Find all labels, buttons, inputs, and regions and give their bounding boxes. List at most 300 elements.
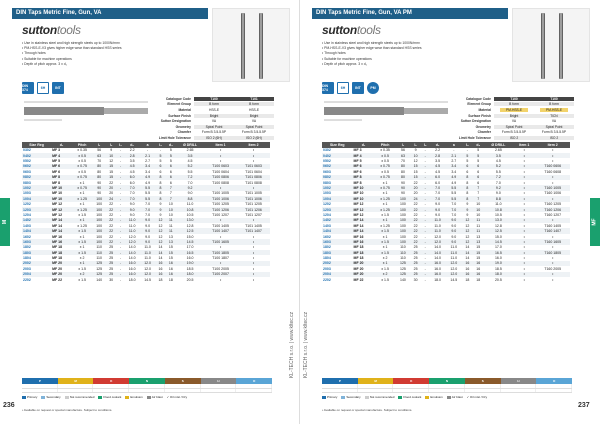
table-cell: -: [424, 266, 426, 271]
table-cell: 5.5: [446, 196, 462, 201]
table-cell[interactable]: •: [219, 245, 222, 250]
table-cell: 20.5: [186, 277, 194, 282]
table-cell[interactable]: T101 1006: [237, 196, 270, 201]
table-cell: 15: [168, 256, 173, 261]
table-cell[interactable]: •: [552, 180, 554, 185]
table-cell: 5: [159, 159, 162, 164]
tap-icon: [541, 13, 545, 79]
table-cell: 1203: [322, 207, 353, 212]
table-cell[interactable]: •: [237, 153, 270, 158]
table-cell[interactable]: T160 1605: [535, 239, 570, 244]
table-cell[interactable]: •: [237, 261, 270, 266]
legend-key: Emulsion: [425, 395, 442, 399]
table-cell: 8: [462, 196, 473, 201]
table-cell[interactable]: T100 1006: [204, 196, 237, 201]
table-cell: 100: [92, 196, 106, 201]
table-cell: 1403: [323, 223, 331, 228]
table-cell[interactable]: •: [552, 159, 554, 164]
table-cell[interactable]: •: [535, 153, 570, 158]
table-cell: 9.0: [451, 234, 457, 239]
table-cell: 7.0: [145, 202, 151, 207]
table-cell: 15: [106, 164, 116, 169]
table-cell: 12: [158, 234, 163, 239]
table-cell: 5.2: [176, 164, 204, 169]
table-cell[interactable]: •: [513, 218, 535, 223]
table-cell: 10.5: [494, 212, 502, 217]
column-header: Item 1: [513, 142, 535, 148]
table-cell[interactable]: T160 1407: [535, 228, 570, 233]
table-cell: 18: [476, 277, 481, 282]
table-cell[interactable]: •: [513, 207, 535, 212]
table-cell[interactable]: •: [252, 159, 255, 164]
table-cell: 12: [462, 218, 473, 223]
table-cell: 14: [158, 245, 163, 250]
table-cell: 22: [413, 223, 418, 228]
table-cell: 10.8: [176, 207, 204, 212]
table-cell: 3.5: [129, 159, 135, 164]
table-cell: 9.0: [429, 207, 445, 212]
sutton-logo: suttontools: [322, 23, 381, 37]
table-cell: 19.0: [484, 261, 513, 266]
page-title: DIN Taps Metric Fine, Gun, VA: [12, 8, 208, 19]
table-cell: 0802: [322, 175, 353, 180]
table-cell[interactable]: T101 1405: [245, 223, 262, 228]
table-cell: 12: [155, 218, 165, 223]
table-cell: MF 12: [353, 207, 375, 212]
table-cell: 9: [110, 148, 113, 153]
table-cell[interactable]: •: [237, 272, 270, 277]
table-cell[interactable]: •: [219, 234, 222, 239]
table-cell: 0302: [23, 148, 31, 153]
table-cell: 30: [413, 277, 418, 282]
table-cell[interactable]: T100 1205: [212, 202, 229, 207]
column-header: Item 2: [237, 142, 270, 148]
table-cell: 7.0: [124, 196, 139, 201]
table-cell: 14.0: [124, 250, 139, 255]
table-cell: 0502: [323, 159, 331, 164]
table-cell: 90: [97, 191, 102, 196]
table-cell: 15: [410, 175, 421, 180]
table-cell: -: [424, 212, 426, 217]
legend-key: Not recommended: [365, 395, 395, 399]
table-cell: 6: [169, 180, 172, 185]
table-cell: x 1: [79, 234, 85, 239]
table-cell: x 0.5: [78, 169, 86, 174]
table-cell[interactable]: •: [513, 153, 535, 158]
table-cell: -: [119, 234, 121, 239]
table-cell[interactable]: •: [552, 277, 554, 282]
table-cell: 9: [155, 207, 165, 212]
table-cell: 3.5: [484, 153, 513, 158]
right-page: [300, 0, 600, 424]
table-cell[interactable]: T160 1207: [544, 212, 562, 217]
table-cell: 110: [400, 256, 406, 261]
table-cell[interactable]: T101 1005: [245, 191, 262, 196]
column-header: l₁: [396, 142, 410, 148]
material-group-label: P: [322, 378, 358, 384]
table-cell: -: [119, 159, 121, 164]
column-header: Ø DRILL: [176, 142, 204, 148]
table-cell: 8: [466, 191, 469, 196]
table-cell[interactable]: •: [237, 239, 270, 244]
table-cell[interactable]: T100 2005: [212, 266, 229, 271]
table-cell[interactable]: T100 2007: [204, 272, 237, 277]
table-cell[interactable]: •: [523, 169, 525, 174]
table-cell: 0402: [22, 153, 51, 158]
tap-icon: [559, 13, 563, 79]
table-cell: 16: [166, 261, 176, 266]
table-cell: 1204: [323, 212, 331, 217]
table-cell[interactable]: •: [535, 196, 570, 201]
table-cell[interactable]: •: [523, 223, 525, 228]
table-cell: 2003: [323, 266, 331, 271]
table-cell: x 1.5: [374, 239, 395, 244]
table-cell: 14.0: [429, 250, 445, 255]
legend-key: Secondary: [341, 395, 360, 399]
table-cell: 7.0: [435, 191, 441, 196]
table-cell: 80: [92, 164, 106, 169]
table-cell: 12.8: [186, 223, 194, 228]
table-cell[interactable]: T100 1605: [204, 239, 237, 244]
table-cell: 12.0: [446, 261, 462, 266]
table-cell[interactable]: T160 1405: [544, 223, 562, 228]
table-cell[interactable]: •: [252, 266, 255, 271]
table-cell[interactable]: •: [535, 175, 570, 180]
table-cell: 12.5: [176, 228, 204, 233]
table-cell: MF 14: [51, 218, 72, 223]
table-cell: 18: [168, 277, 173, 282]
table-cell: 90: [396, 185, 410, 190]
table-cell: 15: [476, 245, 481, 250]
table-cell: 1004: [22, 196, 51, 201]
table-cell[interactable]: T160 1005: [535, 185, 570, 190]
column-header: a: [446, 142, 462, 148]
table-cell[interactable]: T100 0603: [204, 164, 237, 169]
legend-key: Flood coolant: [398, 395, 421, 399]
material-group-label: O: [536, 378, 572, 384]
table-cell: 12: [465, 223, 470, 228]
section-tab[interactable]: MF: [590, 198, 600, 246]
table-cell: -: [424, 159, 426, 164]
table-cell: x 1: [382, 234, 388, 239]
table-cell[interactable]: •: [552, 234, 554, 239]
table-cell: 18.0: [434, 277, 441, 282]
table-cell[interactable]: T160 1805: [535, 250, 570, 255]
table-cell: 7.2: [176, 175, 204, 180]
table-cell: MF 16: [353, 239, 375, 244]
table-cell: 2.8: [429, 153, 445, 158]
table-cell[interactable]: •: [219, 159, 222, 164]
column-header: Item 1: [204, 142, 237, 148]
table-cell[interactable]: •: [552, 256, 554, 261]
table-cell: MF 16: [51, 239, 72, 244]
table-cell[interactable]: •: [513, 175, 535, 180]
table-cell: 100: [396, 239, 410, 244]
tap-icon: [241, 13, 245, 79]
table-cell[interactable]: •: [204, 153, 237, 158]
table-cell: 0602: [22, 164, 51, 169]
material-group-label: M: [358, 378, 394, 384]
table-cell[interactable]: •: [523, 180, 525, 185]
table-cell: 14.5: [450, 277, 458, 282]
table-cell: 7.0: [495, 180, 501, 185]
table-cell[interactable]: T100 1207: [212, 212, 229, 217]
table-cell: x 2: [382, 256, 388, 261]
table-cell: 18.0: [128, 277, 136, 282]
table-cell: 12.0: [450, 266, 458, 271]
table-cell[interactable]: T100 1405: [212, 223, 229, 228]
table-cell[interactable]: T160 1006: [544, 191, 562, 196]
table-cell[interactable]: T101 1407: [237, 228, 270, 233]
table-cell[interactable]: T160 0606: [535, 164, 570, 169]
table-cell[interactable]: •: [535, 218, 570, 223]
table-cell: x 1.25: [72, 196, 92, 201]
table-cell: MF 6: [52, 169, 61, 174]
table-cell[interactable]: T100 0806: [204, 175, 237, 180]
table-cell: 2.7: [451, 159, 457, 164]
table-cell: x 1.25: [77, 223, 87, 228]
table-cell: MF 18: [353, 250, 375, 255]
table-cell: 4.9: [446, 175, 462, 180]
table-cell: -: [424, 234, 426, 239]
table-cell: 6.0: [435, 180, 441, 185]
table-cell[interactable]: •: [523, 266, 525, 271]
table-cell[interactable]: •: [204, 261, 237, 266]
table-cell: 7.0: [446, 207, 462, 212]
table-cell[interactable]: •: [535, 261, 570, 266]
table-cell: 1404: [22, 228, 51, 233]
table-cell: 18.0: [176, 272, 204, 277]
legend-key: Primary: [322, 395, 337, 399]
table-cell: 100: [396, 196, 410, 201]
table-cell[interactable]: •: [237, 218, 270, 223]
table-cell: 1204: [23, 212, 31, 217]
table-cell: 22: [106, 239, 116, 244]
table-cell: 7.0: [451, 202, 457, 207]
spec-badges: [22, 82, 64, 94]
table-cell: 6: [477, 169, 480, 174]
table-cell: 11.0: [124, 218, 139, 223]
table-cell[interactable]: •: [513, 196, 535, 201]
table-cell[interactable]: •: [204, 185, 237, 190]
table-cell: x 0.75: [72, 175, 92, 180]
table-cell[interactable]: •: [219, 148, 222, 153]
table-cell[interactable]: •: [513, 250, 535, 255]
table-cell: 9.0: [435, 202, 441, 207]
table-cell[interactable]: •: [219, 277, 222, 282]
table-row: [22, 277, 270, 282]
table-cell: 56: [401, 148, 405, 153]
table-cell[interactable]: •: [513, 261, 535, 266]
table-cell: 12: [462, 228, 473, 233]
table-cell: 100: [400, 212, 406, 217]
table-cell[interactable]: •: [252, 234, 255, 239]
table-cell: 25: [106, 261, 116, 266]
table-cell[interactable]: •: [513, 272, 535, 277]
table-cell[interactable]: •: [535, 272, 570, 277]
table-cell: 14.0: [128, 245, 136, 250]
column-header: d₁: [353, 142, 375, 148]
table-cell[interactable]: •: [523, 277, 525, 282]
table-cell: 7.0: [145, 212, 151, 217]
table-cell[interactable]: •: [252, 148, 255, 153]
table-cell: 6: [159, 169, 162, 174]
table-cell: -: [116, 207, 124, 212]
table-cell[interactable]: T160 1206: [535, 207, 570, 212]
table-cell[interactable]: T100 0604: [212, 169, 229, 174]
table-cell: x 1.5: [381, 266, 389, 271]
table-cell[interactable]: •: [252, 256, 255, 261]
table-cell[interactable]: T100 1206: [204, 207, 237, 212]
table-cell: 22: [109, 212, 114, 217]
table-cell: 1202: [23, 202, 31, 207]
table-cell: 4.5: [129, 169, 135, 174]
table-cell[interactable]: T100 0808: [212, 180, 229, 185]
table-cell: 9.0: [140, 228, 155, 233]
table-cell: 0302: [323, 148, 331, 153]
table-cell[interactable]: •: [523, 256, 525, 261]
table-cell: x 0.75: [72, 164, 92, 169]
table-cell: 0802: [22, 175, 51, 180]
table-cell: 100: [400, 202, 406, 207]
table-cell[interactable]: •: [523, 212, 525, 217]
table-cell: 2004: [22, 272, 51, 277]
table-cell[interactable]: •: [513, 164, 535, 169]
table-cell: 1402: [322, 218, 353, 223]
table-cell: -: [119, 277, 121, 282]
section-tab[interactable]: M: [0, 198, 10, 246]
table-cell[interactable]: T101 0603: [237, 164, 270, 169]
table-cell: 5.5: [187, 169, 193, 174]
table-cell: 12.0: [434, 234, 441, 239]
feature-list: • Use in stainless steel and high strength steels up to 1000N/mm² • PM-HSS-E-V3 gives higher edge wear than standard HSS series • Through holes • Suitable for machine operations • Depth of pitch approx. 3 x d₁: [322, 41, 422, 67]
table-cell: 1602: [323, 234, 331, 239]
table-cell: 9: [466, 212, 469, 217]
table-cell[interactable]: •: [523, 245, 525, 250]
table-cell[interactable]: T101 1206: [237, 207, 270, 212]
table-cell[interactable]: •: [523, 159, 525, 164]
column-header: Size Reg: [22, 142, 51, 148]
table-cell[interactable]: •: [552, 148, 554, 153]
table-cell: MF 14: [353, 218, 375, 223]
spec-table: Catalogue Code T100 T100 Element Group B form B form Material PM-HSS-E PM-HSS-E Surface Finish Bright TiCN Sutton Designation VA VA Geometry Spiral Point Spiral Point Chamfer Form B 3.5-5.5P Form B 3.5-5.5P Limit Hole Tolerance ISO 2 ISO 2: [442, 96, 574, 141]
table-cell: 8.8: [484, 196, 513, 201]
table-cell: 110: [96, 245, 102, 250]
table-cell[interactable]: T101 0604: [245, 169, 262, 174]
table-cell: 13: [473, 239, 484, 244]
table-cell[interactable]: •: [252, 277, 255, 282]
table-cell: 7.0: [124, 185, 139, 190]
table-cell: 125: [92, 272, 106, 277]
din-badge: DIN 374: [22, 82, 34, 94]
table-cell[interactable]: T100 1805: [204, 250, 237, 255]
table-cell[interactable]: •: [237, 250, 270, 255]
table-cell: 9.0: [446, 228, 462, 233]
table-cell: x 0.5: [374, 153, 395, 158]
table-cell[interactable]: T160 0608: [544, 169, 562, 174]
table-cell: 5.5: [145, 191, 151, 196]
table-cell: x 0.75: [72, 185, 92, 190]
legend-key: Emulsion: [125, 395, 142, 399]
table-cell[interactable]: •: [252, 245, 255, 250]
table-cell: 11.0: [124, 228, 139, 233]
thread-badge: INT: [52, 82, 64, 94]
table-cell: 16: [473, 261, 484, 266]
table-cell: 80: [396, 175, 410, 180]
table-cell: 16: [155, 261, 165, 266]
table-cell: -: [116, 250, 124, 255]
table-cell: 9.0: [145, 223, 151, 228]
table-cell[interactable]: T100 1005: [212, 191, 229, 196]
table-cell: -: [116, 228, 124, 233]
table-cell[interactable]: T101 1207: [245, 212, 262, 217]
table-cell: 20.5: [494, 277, 502, 282]
table-cell[interactable]: T101 1205: [245, 202, 262, 207]
table-cell: 15: [410, 164, 421, 169]
table-cell: -: [116, 164, 124, 169]
table-cell: 11: [476, 223, 481, 228]
table-cell: 16.0: [429, 261, 445, 266]
table-cell[interactable]: •: [523, 191, 525, 196]
table-cell: -: [119, 212, 121, 217]
table-cell: -: [424, 245, 426, 250]
table-cell[interactable]: T160 1205: [544, 202, 562, 207]
table-cell[interactable]: •: [523, 234, 525, 239]
table-cell: 125: [396, 272, 410, 277]
table-cell: 90: [92, 185, 106, 190]
table-cell: 70: [97, 159, 102, 164]
table-cell: 7.2: [484, 175, 513, 180]
table-cell[interactable]: T101 0808: [245, 180, 262, 185]
table-cell[interactable]: T101 0806: [237, 175, 270, 180]
table-cell: 1603: [22, 239, 51, 244]
table-cell: 25: [413, 266, 418, 271]
table-cell[interactable]: •: [237, 185, 270, 190]
table-cell: -: [119, 266, 121, 271]
table-cell[interactable]: •: [523, 202, 525, 207]
table-cell: 2.8: [124, 153, 139, 158]
table-cell: 2.65: [186, 148, 194, 153]
table-cell[interactable]: •: [513, 228, 535, 233]
table-cell[interactable]: T100 1807: [212, 256, 229, 261]
table-cell: x 1.5: [72, 239, 92, 244]
table-cell[interactable]: T100 1407: [204, 228, 237, 233]
table-cell: 2002: [322, 261, 353, 266]
table-cell: x 0.75: [374, 175, 395, 180]
table-cell: 1203: [22, 207, 51, 212]
table-cell: 25: [109, 256, 114, 261]
table-cell: 25: [410, 261, 421, 266]
table-cell: 10.5: [186, 212, 194, 217]
table-cell[interactable]: •: [204, 218, 237, 223]
table-cell: -: [119, 180, 121, 185]
table-cell[interactable]: •: [552, 245, 554, 250]
table-cell[interactable]: •: [513, 185, 535, 190]
page-number: 237: [578, 402, 590, 409]
table-cell: MF 10: [353, 196, 375, 201]
tolerance-badge: 6H: [337, 82, 349, 94]
table-cell[interactable]: •: [513, 239, 535, 244]
table-cell: 9.2: [484, 185, 513, 190]
table-cell: 5.5: [451, 191, 457, 196]
table-cell: x 1: [382, 202, 388, 207]
table-cell[interactable]: •: [523, 148, 525, 153]
table-cell[interactable]: T160 2005: [544, 266, 562, 271]
table-cell: 18: [158, 277, 163, 282]
table-cell: 16.0: [124, 272, 139, 277]
table-cell: 5: [166, 153, 176, 158]
table-cell: 11.0: [144, 256, 151, 261]
